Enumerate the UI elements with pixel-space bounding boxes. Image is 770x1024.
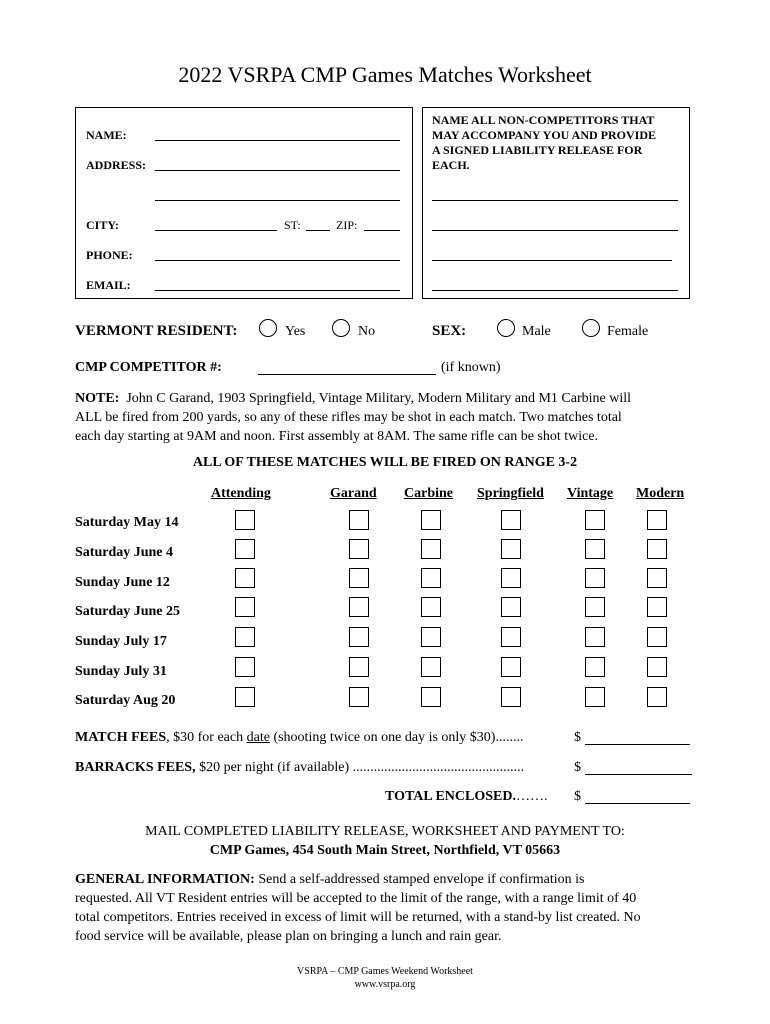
- note-label: NOTE:: [75, 391, 120, 406]
- match-fees-label: MATCH FEES: [75, 730, 167, 745]
- total-enclosed-line: [385, 789, 547, 805]
- match-fees-field[interactable]: [585, 744, 690, 745]
- col-springfield: Springfield: [477, 486, 544, 501]
- date-row-label: Saturday June 4: [75, 545, 174, 560]
- modern-checkbox[interactable]: [647, 510, 667, 530]
- garand-checkbox[interactable]: [349, 687, 369, 707]
- non-competitor-field-2[interactable]: [432, 230, 678, 231]
- match-fees-text: , $30 for each: [166, 730, 247, 745]
- barracks-fees-text: $20 per night (if available) .................................................: [195, 760, 525, 775]
- modern-checkbox[interactable]: [647, 539, 667, 559]
- mail-address: CMP Games, 454 South Main Street, Northfield, VT 05663: [209, 843, 561, 858]
- col-attending: Attending: [211, 486, 271, 501]
- general-line4: food service will be available, please plan on bringing a lunch and rain gear.: [75, 929, 502, 944]
- attending-checkbox[interactable]: [235, 657, 255, 677]
- note-paragraph: [75, 389, 631, 446]
- date-row-label: Saturday May 14: [75, 515, 179, 530]
- springfield-checkbox[interactable]: [501, 510, 521, 530]
- attending-checkbox[interactable]: [235, 510, 255, 530]
- zip-label: ZIP:: [336, 218, 358, 232]
- date-row-label: Sunday July 17: [75, 634, 167, 649]
- non-competitors-line1: NAME ALL NON-COMPETITORS THAT: [432, 113, 655, 127]
- phone-field[interactable]: [155, 260, 400, 261]
- carbine-checkbox[interactable]: [421, 539, 441, 559]
- state-field[interactable]: [306, 230, 330, 231]
- attending-checkbox[interactable]: [235, 627, 255, 647]
- garand-checkbox[interactable]: [349, 539, 369, 559]
- vintage-checkbox[interactable]: [585, 657, 605, 677]
- garand-checkbox[interactable]: [349, 568, 369, 588]
- carbine-checkbox[interactable]: [421, 568, 441, 588]
- state-label: ST:: [284, 218, 301, 232]
- general-information-label: GENERAL INFORMATION:: [75, 872, 255, 887]
- vintage-checkbox[interactable]: [585, 687, 605, 707]
- resident-no-label: No: [358, 324, 376, 339]
- footer-title: VSRPA – CMP Games Weekend Worksheet: [297, 966, 473, 977]
- vintage-checkbox[interactable]: [585, 597, 605, 617]
- total-enclosed-dots: …….: [515, 789, 548, 804]
- range-heading: ALL OF THESE MATCHES WILL BE FIRED ON RANGE 3-2: [192, 455, 578, 470]
- modern-checkbox[interactable]: [647, 657, 667, 677]
- resident-no-radio[interactable]: [332, 319, 350, 337]
- modern-checkbox[interactable]: [647, 568, 667, 588]
- col-garand: Garand: [330, 486, 377, 501]
- col-modern: Modern: [636, 486, 685, 501]
- attending-checkbox[interactable]: [235, 539, 255, 559]
- email-field[interactable]: [155, 290, 400, 291]
- email-label: EMAIL:: [86, 278, 131, 292]
- zip-field[interactable]: [364, 230, 400, 231]
- vintage-checkbox[interactable]: [585, 627, 605, 647]
- name-field[interactable]: [155, 140, 400, 141]
- date-row-label: Saturday June 25: [75, 604, 181, 619]
- vintage-checkbox[interactable]: [585, 539, 605, 559]
- date-row-label: Sunday July 31: [75, 664, 167, 679]
- address-field[interactable]: [155, 170, 400, 171]
- col-carbine: Carbine: [404, 486, 453, 501]
- springfield-checkbox[interactable]: [501, 568, 521, 588]
- carbine-checkbox[interactable]: [421, 510, 441, 530]
- footer-url: www.vsrpa.org: [354, 979, 416, 990]
- address-field-line2[interactable]: [155, 200, 400, 201]
- non-competitors-line2: MAY ACCOMPANY YOU AND PROVIDE: [432, 128, 656, 142]
- total-enclosed-dollar: $: [574, 789, 581, 804]
- general-information: [75, 870, 641, 946]
- garand-checkbox[interactable]: [349, 657, 369, 677]
- sex-female-label: Female: [607, 324, 649, 339]
- attending-checkbox[interactable]: [235, 597, 255, 617]
- barracks-fees-line: [75, 760, 524, 776]
- total-enclosed-field[interactable]: [585, 803, 690, 804]
- barracks-fees-label: BARRACKS FEES,: [75, 760, 196, 775]
- garand-checkbox[interactable]: [349, 510, 369, 530]
- sex-male-label: Male: [522, 324, 551, 339]
- modern-checkbox[interactable]: [647, 687, 667, 707]
- general-line3: total competitors. Entries received in excess of limit will be returned, with a stand-by list created. No: [75, 910, 641, 925]
- springfield-checkbox[interactable]: [501, 539, 521, 559]
- match-fees-date: date: [246, 730, 270, 745]
- carbine-checkbox[interactable]: [421, 687, 441, 707]
- address-label: ADDRESS:: [86, 158, 147, 172]
- carbine-checkbox[interactable]: [421, 597, 441, 617]
- resident-yes-label: Yes: [285, 324, 306, 339]
- mail-instructions: MAIL COMPLETED LIABILITY RELEASE, WORKSHEET AND PAYMENT TO:: [145, 824, 625, 839]
- non-competitor-field-1[interactable]: [432, 200, 678, 201]
- vermont-resident-label: VERMONT RESIDENT:: [75, 323, 238, 339]
- barracks-fees-field[interactable]: [585, 774, 692, 775]
- note-line1: John C Garand, 1903 Springfield, Vintage Military, Modern Military and M1 Carbine will: [126, 391, 631, 406]
- match-fees-dollar: $: [574, 730, 581, 745]
- note-line2: ALL be fired from 200 yards, so any of these rifles may be shot in each match. Two matches total: [75, 410, 622, 425]
- city-label: CITY:: [86, 218, 119, 232]
- attending-checkbox[interactable]: [235, 568, 255, 588]
- sex-female-radio[interactable]: [582, 319, 600, 337]
- non-competitor-field-3[interactable]: [432, 260, 672, 261]
- springfield-checkbox[interactable]: [501, 657, 521, 677]
- vintage-checkbox[interactable]: [585, 568, 605, 588]
- carbine-checkbox[interactable]: [421, 657, 441, 677]
- cmp-competitor-note: (if known): [441, 360, 501, 375]
- total-enclosed-label: TOTAL ENCLOSED.: [385, 789, 516, 804]
- date-row-label: Saturday Aug 20: [75, 693, 176, 708]
- springfield-checkbox[interactable]: [501, 627, 521, 647]
- col-vintage: Vintage: [567, 486, 614, 501]
- cmp-competitor-label: CMP COMPETITOR #:: [75, 360, 222, 375]
- springfield-checkbox[interactable]: [501, 597, 521, 617]
- phone-label: PHONE:: [86, 248, 133, 262]
- page-title: 2022 VSRPA CMP Games Matches Worksheet: [178, 62, 592, 87]
- note-line3: each day starting at 9AM and noon. First assembly at 8AM. The same rifle can be shot twice.: [75, 429, 599, 444]
- garand-checkbox[interactable]: [349, 627, 369, 647]
- date-row-label: Sunday June 12: [75, 575, 170, 590]
- carbine-checkbox[interactable]: [421, 627, 441, 647]
- city-field[interactable]: [155, 230, 277, 231]
- non-competitors-line4: EACH.: [432, 158, 470, 172]
- sex-label: SEX:: [432, 323, 467, 339]
- barracks-fees-dollar: $: [574, 760, 581, 775]
- general-line2: requested. All VT Resident entries will be accepted to the limit of the range, with a range limit of 40: [75, 891, 637, 906]
- match-fees-line: [75, 730, 523, 746]
- modern-checkbox[interactable]: [647, 627, 667, 647]
- modern-checkbox[interactable]: [647, 597, 667, 617]
- name-label: NAME:: [86, 128, 127, 142]
- non-competitor-field-4[interactable]: [432, 290, 678, 291]
- general-line1: Send a self-addressed stamped envelope if confirmation is: [254, 872, 585, 887]
- resident-yes-radio[interactable]: [259, 319, 277, 337]
- non-competitors-line3: A SIGNED LIABILITY RELEASE FOR: [432, 143, 643, 157]
- sex-male-radio[interactable]: [497, 319, 515, 337]
- cmp-competitor-field[interactable]: [258, 374, 436, 375]
- garand-checkbox[interactable]: [349, 597, 369, 617]
- springfield-checkbox[interactable]: [501, 687, 521, 707]
- match-fees-text-end: (shooting twice on one day is only $30)........: [269, 730, 524, 745]
- vintage-checkbox[interactable]: [585, 510, 605, 530]
- attending-checkbox[interactable]: [235, 687, 255, 707]
